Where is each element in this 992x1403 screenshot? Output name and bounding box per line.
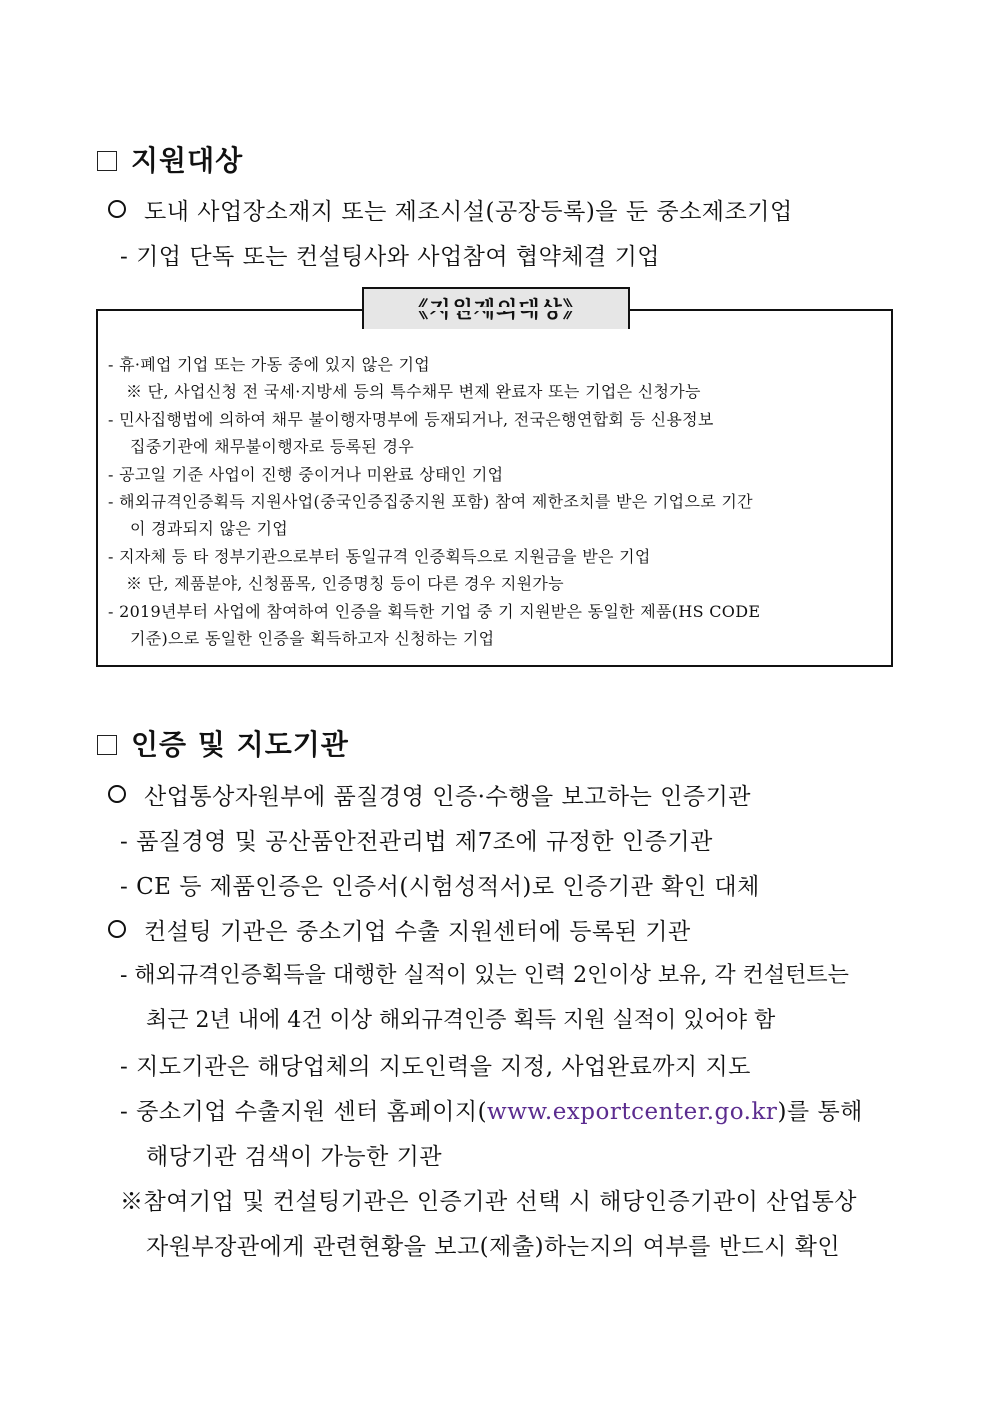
exclusion-line: 기준)으로 동일한 인증을 획득하고자 신청하는 기업 — [130, 629, 495, 648]
section-title-certification-bodies — [97, 723, 349, 763]
checkbox-square-icon — [97, 735, 117, 755]
bullet-text: 컨설팅 기관은 중소기업 수출 지원센터에 등록된 기관 — [144, 919, 691, 945]
dash-item: - 기업 단독 또는 컨설팅사와 사업참여 협약체결 기업 — [120, 244, 661, 270]
section-title-text: 지원대상 — [131, 144, 244, 177]
circle-bullet-icon — [108, 785, 126, 803]
section-title-text: 인증 및 지도기관 — [131, 728, 349, 761]
dash-item — [120, 1093, 863, 1126]
note-line-continuation: 자원부장관에게 관련현황을 보고(제출)하는지의 여부를 반드시 확인 — [146, 1234, 841, 1260]
circle-bullet-icon — [108, 200, 126, 218]
exclusion-line: 이 경과되지 않은 기업 — [130, 519, 288, 538]
exclusion-line: - 해외규격인증획득 지원사업(중국인증집중지원 포함) 참여 제한조치를 받은 기업으로 기간 — [108, 492, 753, 511]
section-title-support-target — [97, 139, 243, 179]
dash-item: - CE 등 제품인증은 인증서(시험성적서)로 인증기관 확인 대체 — [120, 874, 760, 900]
circle-bullet-icon — [108, 920, 126, 938]
dash-text: )를 통해 — [777, 1099, 863, 1125]
exclusion-line: - 공고일 기준 사업이 진행 중이거나 미완료 상태인 기업 — [108, 465, 504, 484]
exclusion-title-cover — [364, 307, 628, 311]
bullet-text: 산업통상자원부에 품질경영 인증·수행을 보고하는 인증기관 — [144, 784, 752, 810]
exportcenter-link[interactable]: www.exportcenter.go.kr — [487, 1099, 778, 1125]
dash-item-continuation: 최근 2년 내에 4건 이상 해외규격인증 획득 지원 실적이 있어야 함 — [146, 1008, 776, 1033]
bullet-item — [108, 913, 691, 946]
bullet-text: 도내 사업장소재지 또는 제조시설(공장등록)을 둔 중소제조기업 — [144, 199, 793, 225]
dash-item: - 해외규격인증획득을 대행한 실적이 있는 인력 2인이상 보유, 각 컨설턴트는 — [120, 963, 849, 988]
dash-item: - 지도기관은 해당업체의 지도인력을 지정, 사업완료까지 지도 — [120, 1054, 751, 1080]
bullet-item — [108, 778, 751, 811]
note-line: ※참여기업 및 컨설팅기관은 인증기관 선택 시 해당인증기관이 산업통상 — [120, 1189, 857, 1215]
exclusion-line: - 2019년부터 사업에 참여하여 인증을 획득한 기업 중 기 지원받은 동일한 제품(HS CODE — [108, 602, 761, 621]
exclusion-line: - 민사집행법에 의하여 채무 불이행자명부에 등재되거나, 전국은행연합회 등 신용정보 — [108, 410, 714, 429]
checkbox-square-icon — [97, 151, 117, 171]
dash-item-continuation: 해당기관 검색이 가능한 기관 — [146, 1144, 443, 1170]
exclusion-line: ※ 단, 사업신청 전 국세·지방세 등의 특수채무 변제 완료자 또는 기업은 신청가능 — [126, 382, 701, 401]
exclusion-line: ※ 단, 제품분야, 신청품목, 인증명칭 등이 다른 경우 지원가능 — [126, 574, 564, 593]
dash-text: - 중소기업 수출지원 센터 홈페이지( — [120, 1099, 488, 1125]
dash-item: - 품질경영 및 공산품안전관리법 제7조에 규정한 인증기관 — [120, 829, 713, 855]
exclusion-line: - 지자체 등 타 정부기관으로부터 동일규격 인증획득으로 지원금을 받은 기업 — [108, 547, 651, 566]
bullet-item — [108, 193, 793, 226]
exclusion-line: - 휴·폐업 기업 또는 가동 중에 있지 않은 기업 — [108, 355, 431, 374]
exclusion-line: 집중기관에 채무불이행자로 등록된 경우 — [130, 437, 415, 456]
